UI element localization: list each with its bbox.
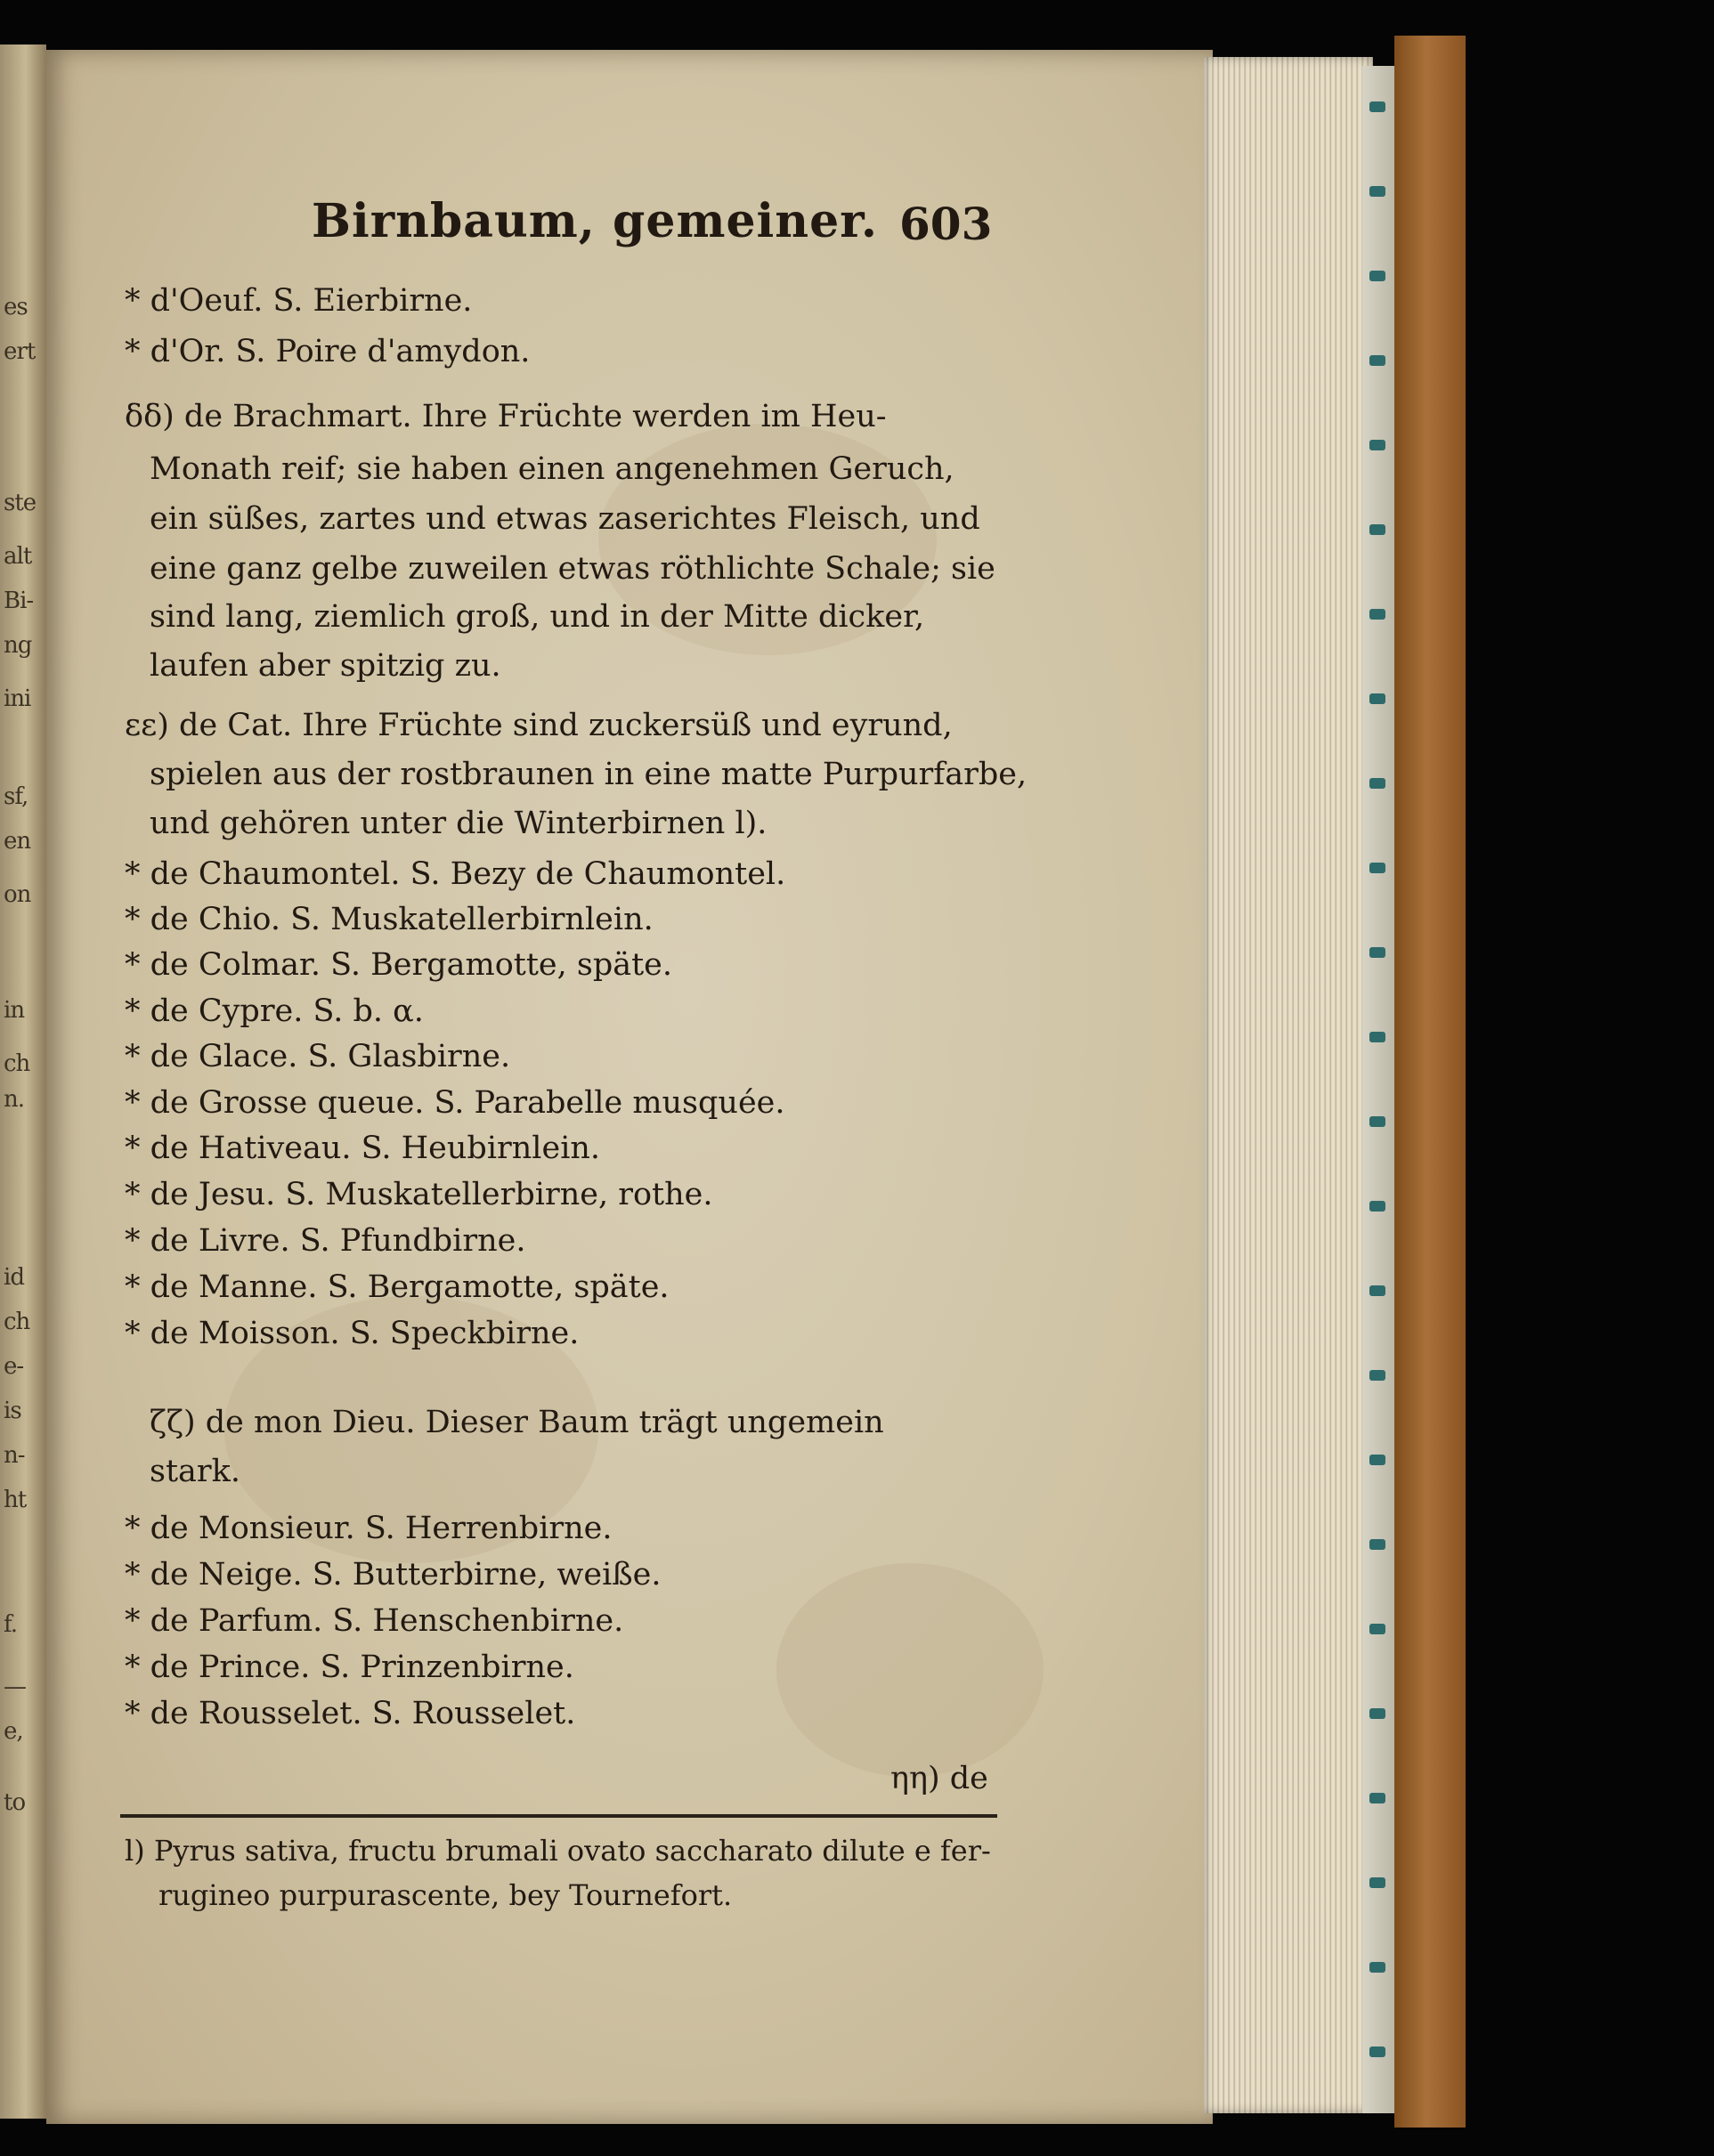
page-number: 603 <box>899 198 993 250</box>
previous-page-fragment: en <box>4 828 31 855</box>
cover-decoration-mark <box>1369 1370 1385 1381</box>
previous-page-fragment: id <box>4 1264 24 1291</box>
entry-line: * de Manne. S. Bergamotte, späte. <box>125 1269 670 1305</box>
entry-line: * de Jesu. S. Muskatellerbirne, rothe. <box>125 1177 713 1212</box>
cover-decoration-mark <box>1369 863 1385 873</box>
cover-decoration-mark <box>1369 609 1385 620</box>
entry-line: * d'Or. S. Poire d'amydon. <box>125 334 531 369</box>
cover-decoration-mark <box>1369 524 1385 535</box>
cover-decoration-mark <box>1369 1708 1385 1719</box>
page-block-edges <box>1204 57 1373 2113</box>
cover-decoration-mark <box>1369 186 1385 197</box>
entry-line: * de Neige. S. Butterbirne, weiße. <box>125 1557 662 1593</box>
entry-line: * de Hativeau. S. Heubirnlein. <box>125 1131 601 1166</box>
previous-page-fragment: ng <box>4 632 32 659</box>
catchword: ηη) de <box>890 1761 988 1796</box>
previous-page-fragment: e- <box>4 1353 24 1380</box>
entry-line: δδ) de Brachmart. Ihre Früchte werden im Heu- <box>125 399 887 434</box>
entry-line: spielen aus der rostbraunen in eine matte Purpurfarbe, <box>150 757 1028 792</box>
running-head-title: Birnbaum, gemeiner. <box>312 194 878 248</box>
previous-page-fragment: — <box>4 1674 26 1700</box>
entry-line: * de Parfum. S. Henschenbirne. <box>125 1603 624 1639</box>
entry-line: * de Chaumontel. S. Bezy de Chaumontel. <box>125 856 786 892</box>
cover-decoration-mark <box>1369 778 1385 789</box>
entry-line: εε) de Cat. Ihre Früchte sind zuckersüß und eyrund, <box>125 708 953 743</box>
entry-line: * de Monsieur. S. Herrenbirne. <box>125 1511 613 1546</box>
previous-page-fragment: n- <box>4 1442 25 1469</box>
entry-line: stark. <box>150 1454 240 1489</box>
entry-line: * d'Oeuf. S. Eierbirne. <box>125 283 473 319</box>
entry-line: * de Moisson. S. Speckbirne. <box>125 1316 580 1351</box>
previous-page-fragment: is <box>4 1398 21 1424</box>
cover-decoration-mark <box>1369 693 1385 704</box>
previous-page-fragment: e, <box>4 1718 23 1745</box>
cover-decoration-mark <box>1369 947 1385 958</box>
cover-decoration-mark <box>1369 440 1385 450</box>
cover-decoration-mark <box>1369 1539 1385 1550</box>
previous-page-fragment: on <box>4 881 31 908</box>
entry-line: * de Livre. S. Pfundbirne. <box>125 1223 526 1259</box>
previous-page-fragment: alt <box>4 543 32 570</box>
footnote-line: rugineo purpurascente, bey Tournefort. <box>158 1878 733 1912</box>
cover-edge <box>1362 66 1394 2113</box>
entry-line: * de Grosse queue. S. Parabelle musquée. <box>125 1085 785 1121</box>
previous-page-fragment: n. <box>4 1086 25 1113</box>
cover-decoration-mark <box>1369 1285 1385 1296</box>
cover-decoration-mark <box>1369 1116 1385 1127</box>
previous-page-fragment: ert <box>4 338 36 365</box>
previous-page-fragment: ini <box>4 685 31 712</box>
entry-line: eine ganz gelbe zuweilen etwas röthlichte Schale; sie <box>150 551 995 587</box>
cover-decoration-mark <box>1369 2047 1385 2057</box>
cover-decoration-mark <box>1369 1032 1385 1042</box>
entry-line: sind lang, ziemlich groß, und in der Mitte dicker, <box>150 599 925 635</box>
previous-page-fragment: f. <box>4 1611 17 1638</box>
previous-page-fragment: ch <box>4 1050 30 1077</box>
previous-page-fragment: Bi- <box>4 588 34 614</box>
entry-line: Monath reif; sie haben einen angenehmen Geruch, <box>150 451 954 487</box>
previous-page-fragment: ht <box>4 1487 27 1513</box>
entry-line: * de Glace. S. Glasbirne. <box>125 1039 511 1074</box>
cover-decoration-mark <box>1369 101 1385 112</box>
cover-decoration-mark <box>1369 271 1385 281</box>
cover-decoration-mark <box>1369 1877 1385 1888</box>
previous-page-fragment: es <box>4 294 28 320</box>
cover-decoration-mark <box>1369 1793 1385 1803</box>
previous-page-edge <box>0 45 46 2119</box>
previous-page-fragment: ch <box>4 1309 30 1335</box>
entry-line: * de Prince. S. Prinzenbirne. <box>125 1649 574 1685</box>
footnote-line: l) Pyrus sativa, fructu brumali ovato saccharato dilute e fer- <box>125 1834 991 1868</box>
cover-decoration-mark <box>1369 355 1385 366</box>
entry-line: laufen aber spitzig zu. <box>150 648 501 684</box>
cover-decoration-mark <box>1369 1624 1385 1634</box>
entry-line: ein süßes, zartes und etwas zaserichtes Fleisch, und <box>150 501 980 537</box>
previous-page-fragment: sf, <box>4 783 28 810</box>
cover-decoration-mark <box>1369 1455 1385 1465</box>
cover-decoration-mark <box>1369 1962 1385 1973</box>
entry-line: * de Cypre. S. b. α. <box>125 993 424 1029</box>
previous-page-fragment: in <box>4 997 25 1024</box>
entry-line: ζζ) de mon Dieu. Dieser Baum trägt ungemein <box>150 1405 884 1440</box>
entry-line: und gehören unter die Winterbirnen l). <box>150 806 768 841</box>
leather-spine <box>1394 36 1466 2128</box>
cover-decoration-mark <box>1369 1201 1385 1212</box>
footnote-rule <box>120 1814 997 1818</box>
entry-line: * de Colmar. S. Bergamotte, späte. <box>125 947 673 983</box>
previous-page-fragment: ste <box>4 490 37 516</box>
previous-page-fragment: to <box>4 1789 26 1816</box>
entry-line: * de Rousselet. S. Rousselet. <box>125 1696 576 1731</box>
entry-line: * de Chio. S. Muskatellerbirnlein. <box>125 902 654 937</box>
